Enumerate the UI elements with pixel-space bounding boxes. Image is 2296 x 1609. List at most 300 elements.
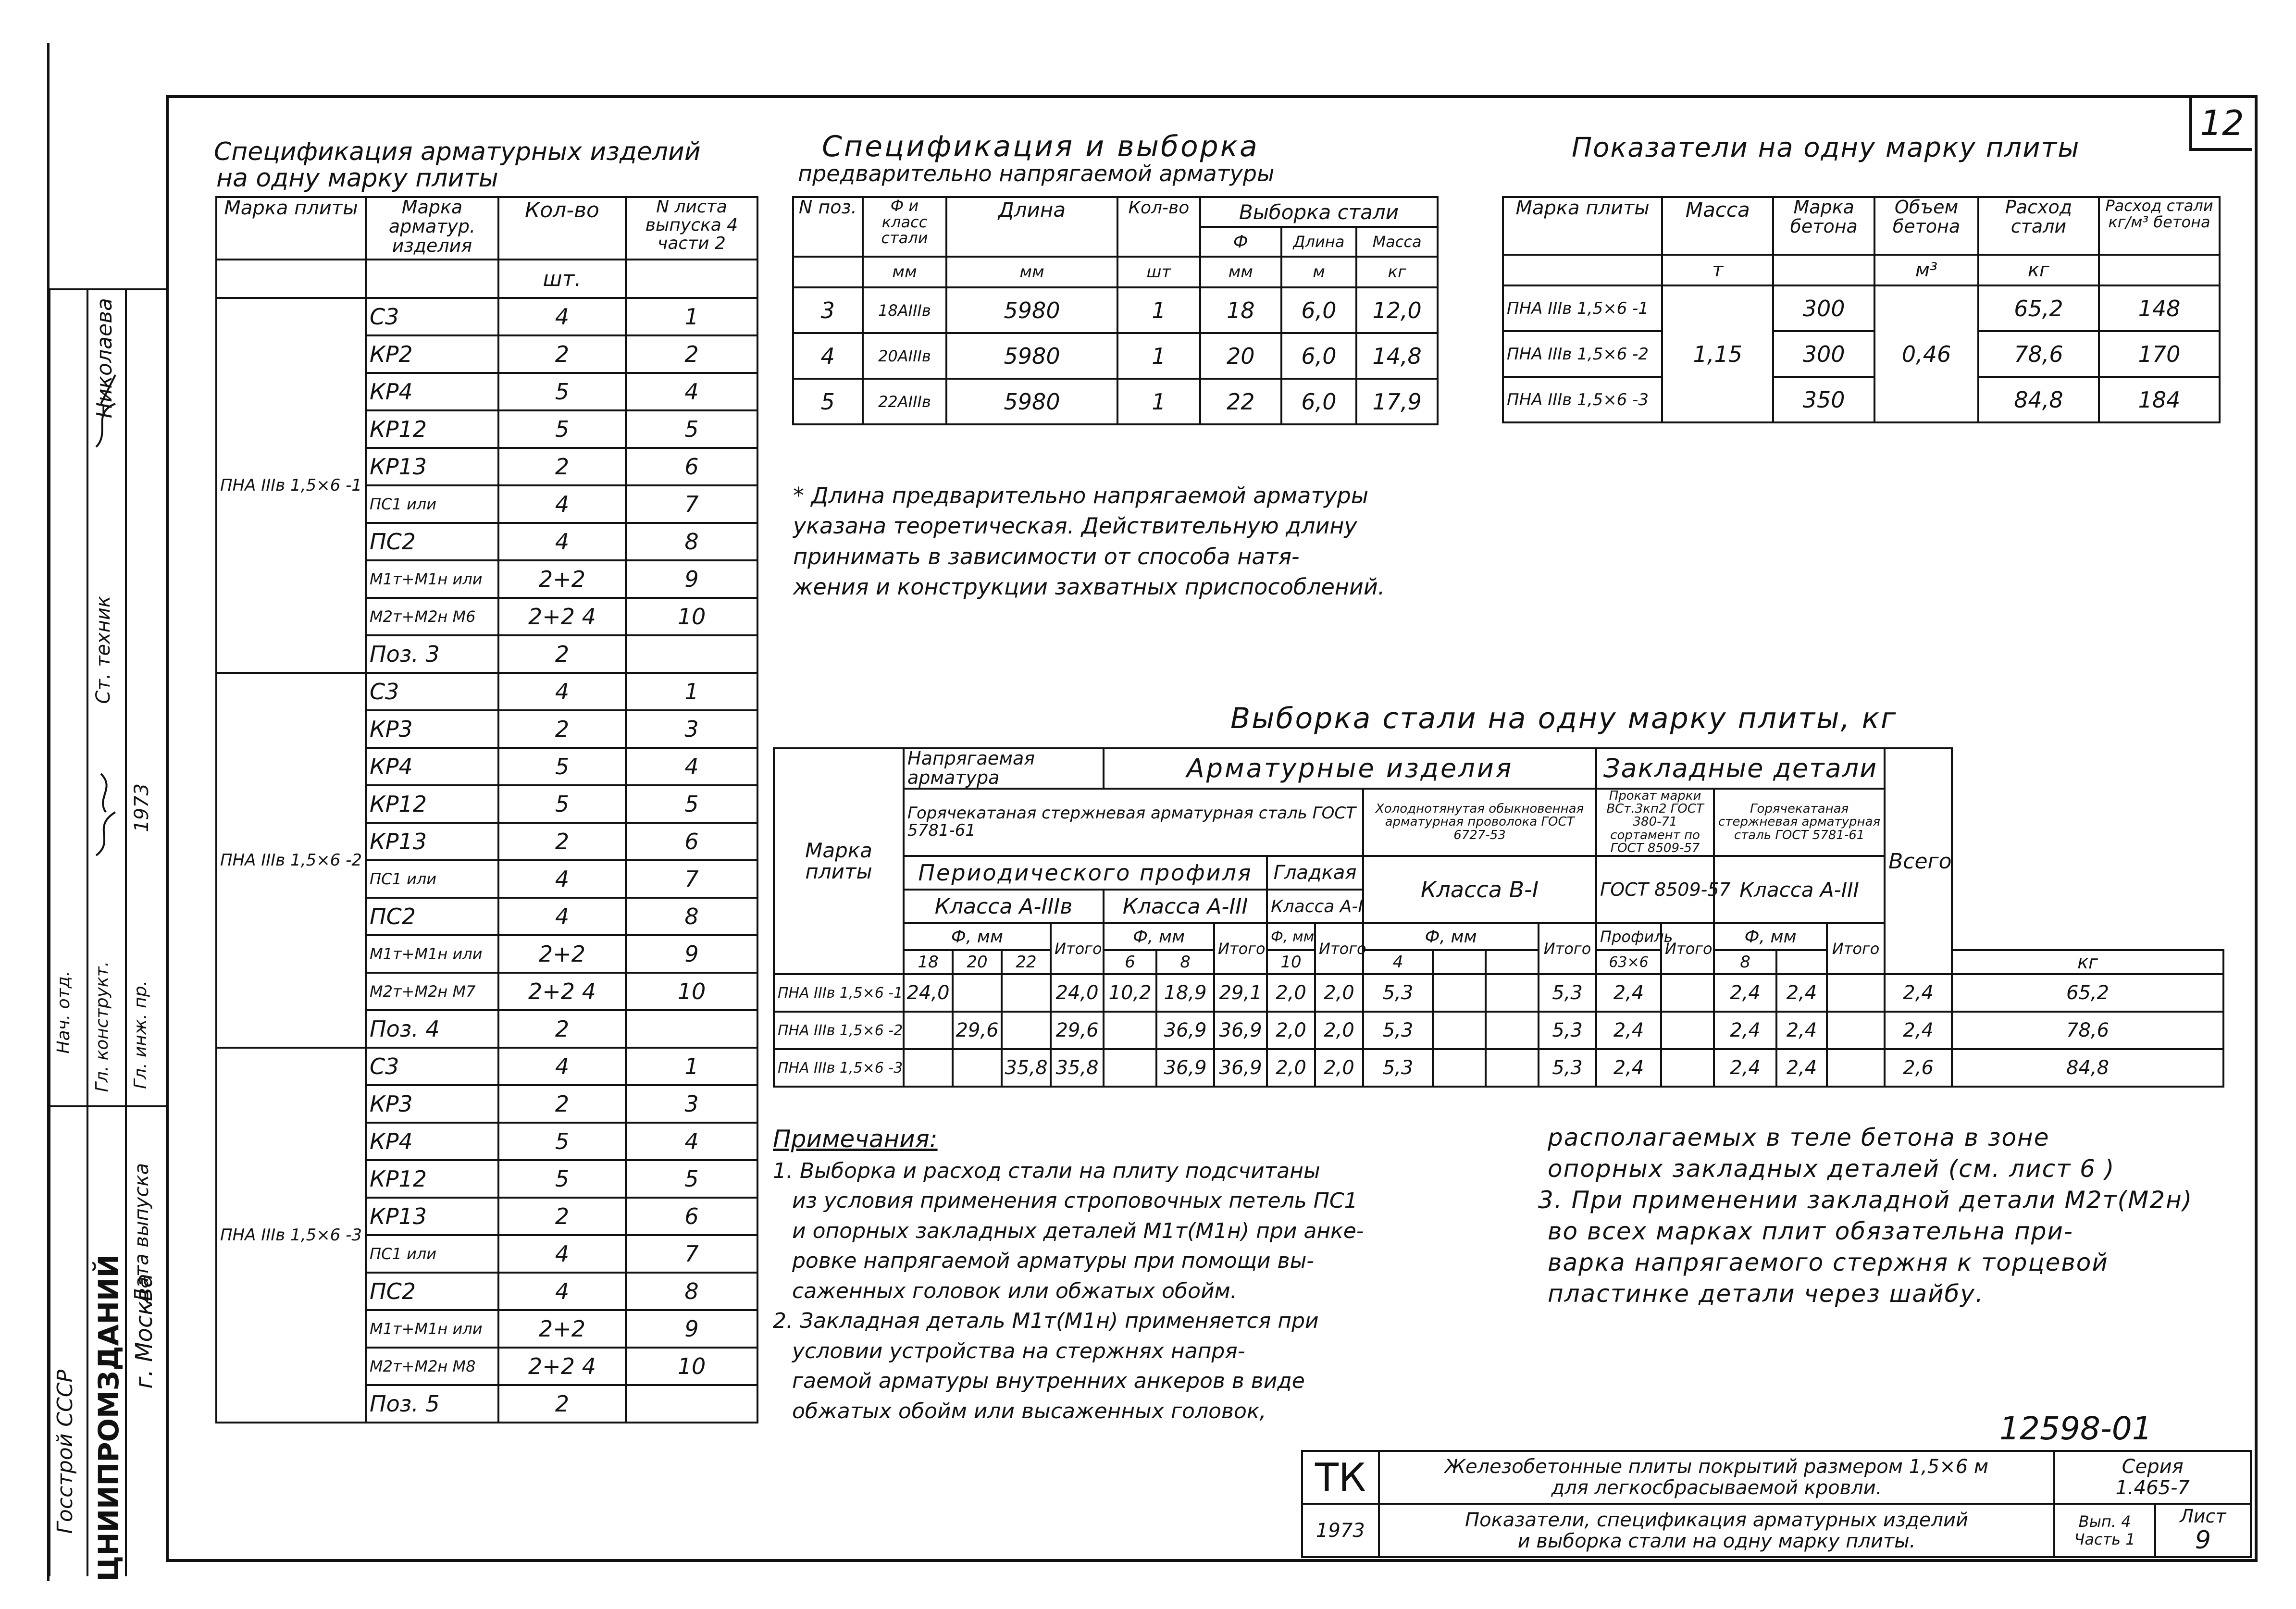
spec-h-sheet: N листа выпуска 4 части 2 [626, 197, 757, 260]
spec-qty: 4 [498, 898, 626, 935]
note-l-1: 1. Выборка и расход стали на плиту подсчитаны [773, 1159, 1320, 1183]
note-r-6: пластинке детали через шайбу. [1548, 1280, 1984, 1308]
ps-u-sel-d: мм [1200, 257, 1281, 287]
note-r-2: опорных закладных деталей (см. лист 6 ) [1548, 1155, 2115, 1183]
tb-series-cell [2054, 1451, 2251, 1504]
steel-cell [953, 974, 1002, 1012]
steel-cell: 2,4 [1714, 974, 1776, 1012]
steel-cell: 2,0 [1315, 974, 1363, 1012]
spec-qty: 5 [498, 1123, 626, 1160]
spec-sheet: 8 [626, 523, 757, 560]
st-h-total: Всего [1885, 748, 1952, 974]
steel-cell: 2,4 [1596, 974, 1661, 1012]
ps-cell: 5980 [946, 333, 1117, 379]
ps-h-sel: Выборка стали [1200, 197, 1438, 227]
ps-cell: 17,9 [1356, 379, 1438, 424]
left-stamp [48, 288, 168, 1582]
steel-cell [1661, 1012, 1714, 1049]
footnote-line-3: принимать в зависимости от способа натя- [793, 543, 1300, 569]
steel-plate: ПНА IIIв 1,5×6 -3 [774, 1049, 904, 1087]
doc-code: 12598-01 [1999, 1410, 2152, 1447]
spec-mark: КР3 [366, 710, 498, 748]
st-h-class-a1: Класса А-I [1267, 890, 1363, 923]
ps-h-dia: Ф и класс стали [863, 197, 947, 257]
steel-cell: 5,3 [1363, 974, 1433, 1012]
steel-cell: 2,0 [1267, 974, 1315, 1012]
note-l-7: условии устройства на стержнях напря- [792, 1338, 1245, 1363]
spec-mark: КР4 [366, 748, 498, 785]
spec-h-qty: Кол-во [498, 197, 626, 260]
stamp-role-2: Гл. конструкт. [92, 961, 112, 1092]
st-h-profile: Профиль [1596, 923, 1661, 950]
tb-series-label: Серия [2122, 1456, 2184, 1478]
spec-mark: М2т+М2н М7 [366, 973, 498, 1010]
st-dia-8: 8 [1156, 950, 1214, 974]
spec-mark: Поз. 4 [366, 1010, 498, 1048]
spec-qty: 2 [498, 1385, 626, 1423]
tb-list-label: Лист [2180, 1506, 2226, 1527]
spec-row [216, 1048, 757, 1085]
spec-sheet: 3 [626, 1085, 757, 1123]
spec-qty: 2 [498, 1010, 626, 1048]
ps-h-qty: Кол-во [1117, 197, 1200, 257]
st-dia-4: 4 [1363, 950, 1433, 974]
spec-sheet: 5 [626, 785, 757, 823]
st-h-class-a3b: Класса А-III [1714, 856, 1885, 923]
ind-h-volume: Объем бетона [1874, 197, 1978, 255]
st-dia-8b: 8 [1714, 950, 1776, 974]
spec-mark: КР4 [366, 1123, 498, 1160]
spec-mark: С3 [366, 673, 498, 710]
spec-sheet: 9 [626, 1310, 757, 1348]
stamp-role-3: Гл. инж. пр. [131, 980, 150, 1089]
st-h-dia-5: Ф, мм [1714, 923, 1827, 950]
steel-cell: 29,1 [1214, 974, 1267, 1012]
steel-cell [1486, 974, 1539, 1012]
steel-cell: 2,4 [1885, 974, 1952, 1012]
indicators-title: Показатели на одну марку плиты [1572, 132, 2080, 163]
st-h-prokat: Прокат марки ВСт.3кп2 ГОСТ 380-71 сортамент по ГОСТ 8509-57 [1596, 789, 1714, 856]
note-l-8: гаемой арматуры внутренних анкеров в виде [792, 1369, 1305, 1394]
spec-sheet: 1 [626, 1048, 757, 1085]
footnote-line-4: жения и конструкции захватных приспособлений. [793, 574, 1385, 600]
spec-sheet: 10 [626, 1348, 757, 1385]
ps-cell: 6,0 [1281, 333, 1357, 379]
st-h-itogo-5: Итого [1661, 923, 1714, 974]
st-h-hot: Горячекатаная стержневая арматурная сталь ГОСТ 5781-61 [904, 789, 1363, 856]
steel-plate: ПНА IIIв 1,5×6 -1 [774, 974, 904, 1012]
steel-cell [1661, 1049, 1714, 1087]
prestress-title-2: предварительно напрягаемой арматуры [798, 161, 1275, 186]
stamp-role-1: Нач. отд. [54, 971, 74, 1054]
ps-h-pos: N поз. [793, 197, 863, 257]
tb-year: 1973 [1302, 1504, 1379, 1557]
spec-h-plate: Марка плиты [216, 197, 366, 260]
steel-cell [904, 1049, 953, 1087]
steel-cell [1002, 974, 1051, 1012]
ps-cell: 1 [1117, 287, 1200, 333]
spec-qty: 5 [498, 748, 626, 785]
note-l-2: из условия применения строповочных петель ПС1 [792, 1188, 1358, 1213]
steel-cell [1433, 974, 1486, 1012]
spec-sheet [626, 635, 757, 673]
steel-cell [1486, 1049, 1539, 1087]
ps-cell: 22АIIIв [863, 379, 947, 424]
spec-mark: КР13 [366, 448, 498, 485]
steel-cell: 24,0 [904, 974, 953, 1012]
ps-u-qty: шт [1117, 257, 1200, 287]
footnote-line-2: указана теоретическая. Действительную длину [793, 513, 1357, 539]
st-dia-22: 22 [1002, 950, 1051, 974]
st-h-itogo-3: Итого [1315, 923, 1363, 974]
steel-cell: 36,9 [1156, 1012, 1214, 1049]
spec-sheet: 4 [626, 748, 757, 785]
steel-cell [1104, 1049, 1156, 1087]
spec-mark: КР12 [366, 1160, 498, 1198]
spec-sheet: 4 [626, 373, 757, 410]
spec-sheet: 1 [626, 673, 757, 710]
stamp-city: г. Москва [131, 1274, 158, 1389]
spec-sheet: 9 [626, 560, 757, 598]
spec-mark: КР12 [366, 410, 498, 448]
steel-cell [953, 1049, 1002, 1087]
ps-cell: 4 [793, 333, 863, 379]
steel-cell: 2,4 [1714, 1049, 1776, 1087]
steel-cell: 36,9 [1156, 1049, 1214, 1087]
ps-cell: 20 [1200, 333, 1281, 379]
ps-cell: 3 [793, 287, 863, 333]
spec-qty: 5 [498, 785, 626, 823]
prestress-table [792, 196, 1439, 425]
steel-cell: 10,2 [1104, 974, 1156, 1012]
note-l-5: саженных головок или обжатых обойм. [792, 1278, 1237, 1303]
spec-sheet: 9 [626, 935, 757, 973]
note-l-9: обжатых обойм или высаженных головок, [792, 1399, 1266, 1423]
spec-qty: 2+2 4 [498, 1348, 626, 1385]
stamp-org2: ЦНИИПРОМЗДАНИЙ [92, 1254, 125, 1582]
ps-cell: 1 [1117, 379, 1200, 424]
tb-list-cell [2155, 1504, 2251, 1557]
steel-cell [1486, 1012, 1539, 1049]
spec-qty: 2 [498, 1198, 626, 1235]
spec-qty: 2+2 4 [498, 598, 626, 635]
ind-steel-3: 84,8 [1978, 377, 2099, 422]
ind-conc-1: 300 [1773, 285, 1874, 331]
spec-row [216, 673, 757, 710]
spec-sheet: 5 [626, 410, 757, 448]
ps-cell: 1 [1117, 333, 1200, 379]
spec-qty: 4 [498, 1048, 626, 1085]
spec-plate-mark: ПНА IIIв 1,5×6 -2 [216, 673, 366, 1048]
spec-qty: 5 [498, 410, 626, 448]
st-dia-18: 18 [904, 950, 953, 974]
steel-cell: 35,8 [1002, 1049, 1051, 1087]
steel-plate: ПНА IIIв 1,5×6 -2 [774, 1012, 904, 1049]
steel-cell: 5,3 [1539, 974, 1596, 1012]
stamp-date-label: Дата выпуска [131, 1163, 153, 1303]
spec-sheet: 3 [626, 710, 757, 748]
tb-vyp-cell [2054, 1504, 2155, 1557]
spec-mark: КР13 [366, 1198, 498, 1235]
st-dia-20: 20 [953, 950, 1002, 974]
tb-list: 9 [2195, 1525, 2211, 1555]
steel-cell: 5,3 [1539, 1049, 1596, 1087]
spec-sheet: 7 [626, 860, 757, 898]
spec-qty: 2 [498, 448, 626, 485]
prestress-footnote [793, 481, 1385, 603]
st-dia-10: 10 [1267, 950, 1315, 974]
spec-mark: КР12 [366, 785, 498, 823]
steel-row [774, 974, 2223, 1012]
steel-row [774, 1012, 2223, 1049]
ps-cell: 6,0 [1281, 287, 1357, 333]
st-h-dia-4: Ф, мм [1363, 923, 1539, 950]
steel-cell: 2,4 [1776, 974, 1827, 1012]
steel-cell [1104, 1012, 1156, 1049]
st-h-hot2: Горячекатаная стержневая арматурная сталь ГОСТ 5781-61 [1714, 789, 1885, 856]
steel-cell [1827, 1049, 1885, 1087]
spec-sheet: 7 [626, 1235, 757, 1273]
steel-cell: 2,4 [1776, 1012, 1827, 1049]
spec-qty: 5 [498, 1160, 626, 1198]
spec-qty: 2 [498, 1085, 626, 1123]
steel-cell: 2,0 [1315, 1049, 1363, 1087]
note-l-3: и опорных закладных деталей М1т(М1н) при анке- [792, 1218, 1364, 1243]
spec-qty: 4 [498, 485, 626, 523]
spec-sheet: 4 [626, 1123, 757, 1160]
steel-cell: 78,6 [1952, 1012, 2223, 1049]
ind-mass: 1,15 [1662, 285, 1773, 422]
ps-u-len: мм [946, 257, 1117, 287]
ind-h-steel-m3: Расход стали кг/м³ бетона [2099, 197, 2220, 255]
ind-u-steel: кг [1978, 255, 2099, 285]
spec-mark: КР4 [366, 373, 498, 410]
ps-cell: 18АIIIв [863, 287, 947, 333]
steel-cell [1827, 974, 1885, 1012]
note-r-1: располагаемых в теле бетона в зоне [1548, 1124, 2050, 1151]
spec-sheet: 8 [626, 898, 757, 935]
spec-sheet: 5 [626, 1160, 757, 1198]
tb-series: 1.465-7 [2115, 1477, 2190, 1499]
ps-cell: 5980 [946, 379, 1117, 424]
ind-steelm3-1: 148 [2099, 285, 2220, 331]
spec-qty: 2 [498, 823, 626, 860]
st-h-embed: Закладные детали [1596, 748, 1885, 789]
spec-table [215, 196, 758, 1423]
steel-row [774, 1049, 2223, 1087]
steel-cell [904, 1012, 953, 1049]
steel-cell [1661, 974, 1714, 1012]
spec-qty: 4 [498, 1273, 626, 1310]
spec-plate-mark: ПНА IIIв 1,5×6 -1 [216, 298, 366, 673]
spec-mark: С3 [366, 1048, 498, 1085]
ps-cell: 22 [1200, 379, 1281, 424]
spec-mark: ПС1 или [366, 485, 498, 523]
ps-u-sel-mass: кг [1356, 257, 1438, 287]
tb-line2a: Показатели, спецификация арматурных изделий [1465, 1509, 1968, 1531]
spec-qty: 4 [498, 860, 626, 898]
ind-u-volume: м³ [1874, 255, 1978, 285]
spec-plate-mark: ПНА IIIв 1,5×6 -3 [216, 1048, 366, 1423]
ind-u-mass: т [1662, 255, 1773, 285]
ind-h-plate: Марка плиты [1503, 197, 1662, 255]
spec-qty: 4 [498, 673, 626, 710]
spec-sheet: 6 [626, 823, 757, 860]
st-h-kg: кг [1952, 950, 2223, 974]
prestress-title-1: Спецификация и выборка [822, 130, 1259, 163]
note-r-4: во всех марках плит обязательна при- [1548, 1217, 2073, 1245]
ps-cell: 5 [793, 379, 863, 424]
spec-unit-qty: шт. [498, 260, 626, 298]
note-r-5: варка напрягаемого стержня к торцевой [1548, 1249, 2109, 1276]
ps-row [793, 287, 1438, 333]
tb-line1b: для легкосбрасываемой кровли. [1551, 1477, 1882, 1499]
steel-cell: 36,9 [1214, 1049, 1267, 1087]
steel-cell: 2,0 [1315, 1012, 1363, 1049]
stamp-org1: Госстрой СССР [53, 1370, 77, 1534]
ps-cell: 12,0 [1356, 287, 1438, 333]
spec-mark: Поз. 3 [366, 635, 498, 673]
spec-sheet: 7 [626, 485, 757, 523]
ind-h-concrete: Марка бетона [1773, 197, 1874, 255]
spec-mark: ПС1 или [366, 860, 498, 898]
st-h-rebar: Арматурные изделия [1104, 748, 1596, 789]
spec-qty: 4 [498, 1235, 626, 1273]
ps-cell: 18 [1200, 287, 1281, 333]
ps-h-sel-mass: Масса [1356, 227, 1438, 257]
ps-row [793, 333, 1438, 379]
page-number: 12 [2189, 98, 2252, 151]
ps-row [793, 379, 1438, 424]
st-dia-63x6: 63×6 [1596, 950, 1661, 974]
spec-sheet [626, 1385, 757, 1423]
note-l-4: ровке напрягаемой арматуры при помощи вы- [792, 1249, 1315, 1274]
ps-h-sel-len: Длина [1281, 227, 1357, 257]
notes-left [773, 1122, 1364, 1426]
spec-mark: ПС1 или [366, 1235, 498, 1273]
steel-cell: 2,0 [1267, 1012, 1315, 1049]
steel-cell [1827, 1012, 1885, 1049]
st-h-class-a3: Класса А-III [1104, 890, 1267, 923]
tb-chast: Часть 1 [2074, 1530, 2135, 1548]
steel-cell: 5,3 [1363, 1049, 1433, 1087]
ps-u-dia: мм [863, 257, 947, 287]
st-h-itogo-2: Итого [1214, 923, 1267, 974]
stamp-name: Николаева [92, 298, 117, 419]
steel-cell: 35,8 [1051, 1049, 1104, 1087]
spec-qty: 4 [498, 523, 626, 560]
spec-mark: КР2 [366, 335, 498, 373]
st-h-plate: Марка плиты [774, 748, 904, 974]
steel-cell: 36,9 [1214, 1012, 1267, 1049]
spec-qty: 2+2 [498, 560, 626, 598]
spec-sheet: 2 [626, 335, 757, 373]
spec-qty: 2 [498, 335, 626, 373]
spec-qty: 4 [498, 298, 626, 335]
spec-h-mark: Марка арматур. изделия [366, 197, 498, 260]
note-r-3: 3. При применении закладной детали М2т(М2н) [1538, 1186, 2193, 1214]
ind-plate-3: ПНА IIIв 1,5×6 -3 [1503, 377, 1662, 422]
steel-cell: 2,0 [1267, 1049, 1315, 1087]
st-h-dia-2: Ф, мм [1104, 923, 1214, 950]
stamp-role-4: Ст. техник [92, 596, 114, 704]
ind-conc-3: 350 [1773, 377, 1874, 422]
spec-sheet: 8 [626, 1273, 757, 1310]
spec-qty: 2+2 [498, 935, 626, 973]
tb-line2 [1379, 1504, 2055, 1557]
st-h-smooth: Гладкая [1267, 856, 1363, 890]
steel-cell: 29,6 [953, 1012, 1002, 1049]
st-h-dia-3: Ф, мм [1267, 923, 1315, 950]
ind-plate-1: ПНА IIIв 1,5×6 -1 [1503, 285, 1662, 331]
steel-cell: 18,9 [1156, 974, 1214, 1012]
spec-row [216, 298, 757, 335]
spec-title-1: Спецификация арматурных изделий [214, 137, 701, 166]
spec-mark: М1т+М1н или [366, 1310, 498, 1348]
steel-cell: 2,4 [1596, 1012, 1661, 1049]
st-h-itogo-4: Итого [1539, 923, 1596, 974]
steel-cell: 29,6 [1051, 1012, 1104, 1049]
tb-line1a: Железобетонные плиты покрытий размером 1,5×6 м [1444, 1456, 1989, 1478]
ps-u-sel-len: м [1281, 257, 1357, 287]
ind-plate-2: ПНА IIIв 1,5×6 -2 [1503, 331, 1662, 377]
note-l-6: 2. Закладная деталь М1т(М1н) применяется при [773, 1309, 1319, 1334]
st-h-gost8509: ГОСТ 8509-57 [1596, 856, 1714, 923]
steel-cell: 2,4 [1714, 1012, 1776, 1049]
ind-steelm3-2: 170 [2099, 331, 2220, 377]
title-block [1301, 1450, 2252, 1558]
st-h-periodic: Периодического профиля [904, 856, 1267, 890]
spec-mark: М1т+М1н или [366, 935, 498, 973]
stamp-date: 1973 [131, 783, 153, 832]
spec-sheet: 1 [626, 298, 757, 335]
spec-mark: ПС2 [366, 898, 498, 935]
spec-sheet [626, 1010, 757, 1048]
indicators-table [1502, 196, 2221, 423]
ps-cell: 6,0 [1281, 379, 1357, 424]
notes-right [1538, 1122, 2193, 1310]
spec-sheet: 6 [626, 448, 757, 485]
spec-mark: КР3 [366, 1085, 498, 1123]
steel-cell: 65,2 [1952, 974, 2223, 1012]
spec-sheet: 6 [626, 1198, 757, 1235]
spec-sheet: 10 [626, 973, 757, 1010]
steel-cell: 5,3 [1539, 1012, 1596, 1049]
steel-cell [1433, 1012, 1486, 1049]
steel-cell [1433, 1049, 1486, 1087]
ind-steelm3-3: 184 [2099, 377, 2220, 422]
steel-cell: 2,4 [1885, 1012, 1952, 1049]
spec-mark: ПС2 [366, 1273, 498, 1310]
steel-cell: 24,0 [1051, 974, 1104, 1012]
ps-cell: 14,8 [1356, 333, 1438, 379]
ind-steel-2: 78,6 [1978, 331, 2099, 377]
spec-mark: М2т+М2н М8 [366, 1348, 498, 1385]
spec-mark: М2т+М2н М6 [366, 598, 498, 635]
spec-qty: 2+2 4 [498, 973, 626, 1010]
spec-qty: 5 [498, 373, 626, 410]
st-h-class-a3v: Класса А-IIIв [904, 890, 1104, 923]
ind-conc-2: 300 [1773, 331, 1874, 377]
ind-volume: 0,46 [1874, 285, 1978, 422]
st-h-itogo-1: Итого [1051, 923, 1104, 974]
steel-cell [1002, 1012, 1051, 1049]
spec-mark: С3 [366, 298, 498, 335]
ind-steel-1: 65,2 [1978, 285, 2099, 331]
ind-h-steel: Расход стали [1978, 197, 2099, 255]
steel-cell: 2,4 [1776, 1049, 1827, 1087]
steel-cell: 84,8 [1952, 1049, 2223, 1087]
